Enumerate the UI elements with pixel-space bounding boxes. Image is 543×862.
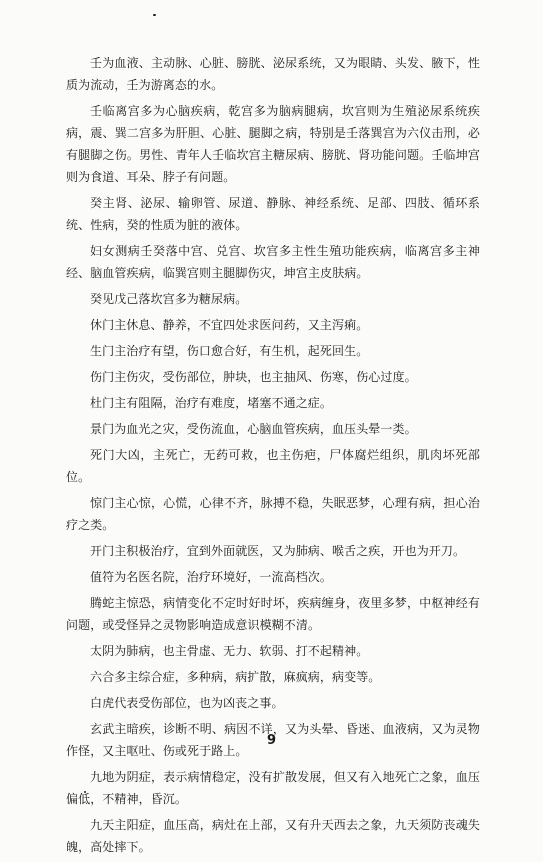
- scan-speck: [153, 14, 156, 16]
- paragraph: 值符为名医名院，治疗环境好，一流高档次。: [90, 570, 333, 584]
- paragraph: 六合多主综合症，多种病，病扩散，麻疯病，病变等。: [90, 670, 381, 684]
- paragraph: 九地为阴症，表示病情稳定，没有扩散发展，但又有入地死亡之象，血压偏低，不精神，昏沉。: [66, 770, 480, 806]
- paragraph: 玄武主暗疾，诊断不明、病因不详，又为头晕、昏迷、血液病，又为灵物作怪，又主呕吐、伤或死于路上。: [66, 722, 480, 758]
- paragraph: 伤门主伤灾，受伤部位，肿块，也主抽风、伤寒，伤心过度。: [90, 370, 417, 384]
- paragraph: 壬临离宫多为心脑疾病，乾宫多为脑病腿病，坎宫则为生殖泌尿系统疾病，震、巽二宫多为肝胆、心脏、腿脚之病，特别是壬落巽宫为六仪击刑，必有腿脚之伤。男性、青年人壬临坎宫主糖尿病、膀胱、肾功能问题。壬临坤宫则为食道、耳朵、脖子有问题。: [66, 104, 480, 184]
- paragraph: 杜门主有阻隔，治疗有难度，堵塞不通之症。: [90, 396, 333, 410]
- paragraph: 死门大凶，主死亡，无药可救，也主伤疤，尸体腐烂组织，肌肉坏死部位。: [66, 448, 480, 484]
- paragraph: 白虎代表受伤部位，也为凶丧之事。: [90, 696, 284, 710]
- paragraph: 惊门主心惊，心慌，心律不齐，脉搏不稳，失眠恶梦，心理有病，担心治疗之类。: [66, 496, 480, 532]
- paragraph: 太阴为肺病，也主骨虚、无力、软弱、打不起精神。: [90, 644, 369, 658]
- paragraph: 癸见戊己落坎宫多为糖尿病。: [90, 292, 248, 306]
- paragraph: 妇女测病壬癸落中宫、兑宫、坎宫多主性生殖功能疾病，临离宫多主神经、脑血管疾病，临巽宫则主腿脚伤灾，坤宫主皮肤病。: [66, 244, 480, 280]
- paragraph: 九天主阳症，血压高，病灶在上部，又有升天西去之象，九天须防丧魂失魄，高处摔下。: [66, 818, 480, 854]
- paragraph: 腾蛇主惊恐，病情变化不定时好时坏，疾病缠身，夜里多梦，中枢神经有问题，或受怪异之灵物影响造成意识模糊不清。: [66, 596, 480, 632]
- paragraph: 景门为血光之灾，受伤流血，心脑血管疾病，血压头晕一类。: [90, 422, 417, 436]
- paragraph: 生门主治疗有望，伤口愈合好，有生机，起死回生。: [90, 344, 369, 358]
- paragraph: 休门主休息、静养，不宜四处求医问药，又主泻痢。: [90, 318, 369, 332]
- paragraph: 壬为血液、主动脉、心脏、膀胱、泌尿系统，又为眼睛、头发、腋下，性质为流动，壬为游离态的水。: [66, 56, 480, 92]
- paragraph: 癸主肾、泌尿、输卵管、尿道、静脉、神经系统、足部、四肢、循环系统、性病，癸的性质为脏的液体。: [66, 196, 480, 232]
- paragraph: 开门主积极治疗，宜到外面就医，又为肺病、喉舌之疾，开也为开刀。: [90, 544, 466, 558]
- page-number: 9: [266, 733, 277, 748]
